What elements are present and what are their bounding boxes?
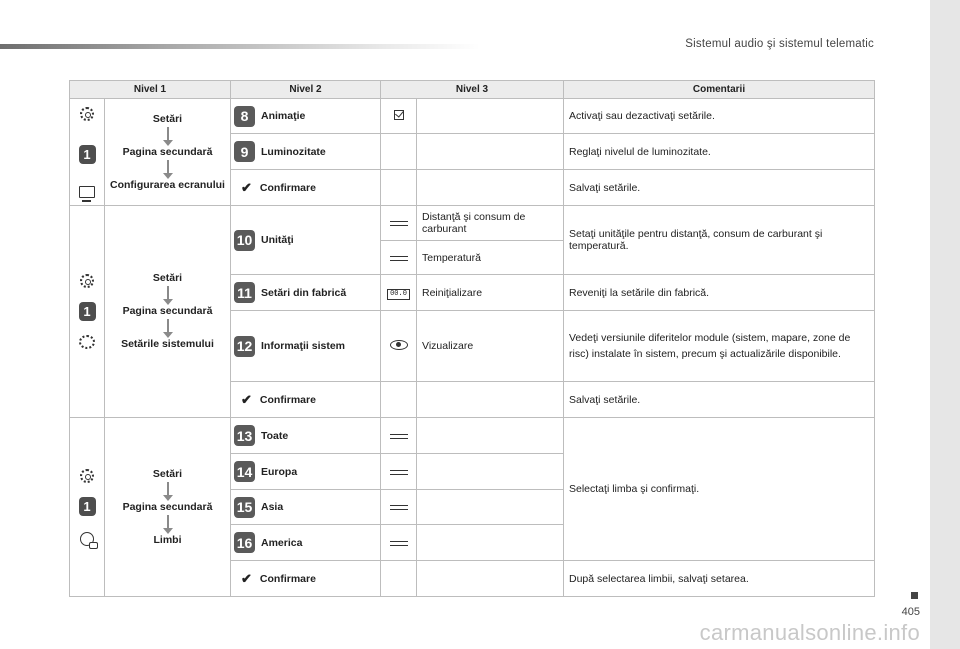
settings-gear-icon [80, 274, 94, 288]
eye-icon [390, 340, 408, 350]
level1-settings-label: Setări [152, 112, 183, 125]
step-badge: 1 [79, 145, 96, 164]
level3-cell: Distanţă şi consum de carburant [417, 206, 564, 241]
arrow-down-icon [167, 319, 169, 333]
level3-cell: Temperatură [417, 241, 564, 275]
level2-cell [231, 418, 381, 454]
level3-cell [417, 525, 564, 561]
option-bar-icon [390, 256, 408, 261]
step-badge: 16 [234, 532, 255, 553]
column-header-level3: Nivel 3 [381, 81, 564, 99]
settings-gear-icon [80, 107, 94, 121]
level2-america-label: America [261, 536, 303, 549]
checkbox-icon [394, 110, 404, 120]
level2-cell [231, 206, 381, 275]
step-badge: 8 [234, 106, 255, 127]
level1-system-settings-label: Setările sistemului [121, 338, 214, 350]
level3-cell [417, 561, 564, 597]
level3-icon-cell [381, 454, 417, 490]
level2-cell [231, 382, 381, 418]
level1-settings-label: Setări [152, 467, 183, 480]
step-badge: 1 [79, 497, 96, 516]
table-row [70, 99, 875, 134]
reset-icon: 00.0 [387, 289, 410, 300]
level3-icon-cell [381, 206, 417, 241]
comment-cell: Setaţi unităţile pentru distanţă, consum de carburant şi temperatură. [564, 206, 875, 275]
level3-icon-cell [381, 311, 417, 382]
step-badge: 14 [234, 461, 255, 482]
option-bar-icon [390, 434, 408, 439]
arrow-down-icon [167, 127, 169, 141]
level3-icon-cell [381, 170, 417, 206]
check-icon: ✔ [241, 179, 252, 195]
level3-icon-cell [381, 490, 417, 525]
level2-all-label: Toate [261, 429, 289, 442]
level3-icon-cell [381, 241, 417, 275]
step-badge: 11 [234, 282, 255, 303]
option-bar-icon [390, 541, 408, 546]
level2-cell [231, 99, 381, 134]
step-badge: 15 [234, 497, 255, 518]
level3-cell [417, 99, 564, 134]
step-badge: 1 [79, 302, 96, 321]
level2-cell [231, 525, 381, 561]
comment-cell: Reglaţi nivelul de luminozitate. [564, 134, 875, 170]
level1-languages-label: Limbi [153, 533, 182, 546]
column-header-level2: Nivel 2 [231, 81, 381, 99]
level2-cell [231, 170, 381, 206]
check-icon: ✔ [241, 391, 252, 407]
level3-cell [417, 382, 564, 418]
step-badge: 13 [234, 425, 255, 446]
level1-secondary-page-label: Pagina secundară [122, 145, 213, 158]
arrow-down-icon [167, 160, 169, 174]
page-side-strip [930, 0, 960, 649]
level2-factory-settings-label: Setări din fabrică [261, 286, 347, 299]
level3-cell [417, 454, 564, 490]
header-gradient-bar [0, 44, 480, 49]
settings-gear-icon [80, 469, 94, 483]
level2-cell [231, 454, 381, 490]
group1-icons [70, 99, 105, 206]
level3-icon-cell [381, 525, 417, 561]
level3-icon-cell [381, 418, 417, 454]
level2-brightness-label: Luminozitate [261, 145, 326, 158]
watermark-text: carmanualsonline.info [699, 620, 920, 645]
step-badge: 10 [234, 230, 255, 251]
level1-secondary-page-label: Pagina secundară [122, 305, 213, 317]
table-row [70, 206, 875, 241]
level1-screen-config-label: Configurarea ecranului [110, 178, 225, 191]
level2-asia-label: Asia [261, 501, 284, 513]
comment-cell: Reveniţi la setările din fabrică. [564, 275, 875, 311]
option-bar-icon [390, 470, 408, 475]
option-bar-icon [390, 221, 408, 226]
level3-icon-cell [381, 561, 417, 597]
check-icon: ✔ [241, 570, 252, 586]
arrow-down-icon [167, 482, 169, 496]
group2-level1 [105, 206, 231, 418]
language-icon [80, 532, 94, 546]
comment-cell: Vedeţi versiunile diferitelor module (sistem, mapare, zone de risc) instalate în sistem, precum şi actualizările disponibile. [564, 311, 875, 382]
group3-level1 [105, 418, 231, 597]
level1-secondary-page-label: Pagina secundară [122, 500, 213, 513]
page-corner-mark [911, 592, 918, 599]
table-row [70, 418, 875, 454]
level3-icon-cell [381, 99, 417, 134]
group2-icons [70, 206, 105, 418]
level3-cell [417, 170, 564, 206]
group3-icons [70, 418, 105, 597]
comment-cell: După selectarea limbii, salvaţi setarea. [564, 561, 875, 597]
level1-settings-label: Setări [152, 272, 183, 284]
level2-europe-label: Europa [261, 465, 298, 478]
level2-cell [231, 490, 381, 525]
step-badge: 12 [234, 336, 255, 357]
level2-system-info-label: Informaţii sistem [261, 340, 346, 352]
comment-cell: Selectaţi limba şi confirmaţi. [564, 418, 875, 561]
level3-cell: Reiniţializare [417, 275, 564, 311]
comment-cell: Activaţi sau dezactivaţi setările. [564, 99, 875, 134]
level2-units-label: Unităţi [261, 234, 294, 246]
level2-cell [231, 134, 381, 170]
level3-cell [417, 418, 564, 454]
page-number: 405 [901, 606, 920, 618]
option-bar-icon [390, 505, 408, 510]
arrow-down-icon [167, 286, 169, 300]
step-badge: 9 [234, 141, 255, 162]
level3-cell [417, 490, 564, 525]
comment-cell: Salvaţi setările. [564, 170, 875, 206]
level2-cell [231, 275, 381, 311]
level2-cell [231, 311, 381, 382]
system-settings-icon [79, 335, 95, 349]
group1-level1 [105, 99, 231, 206]
level3-icon-cell [381, 134, 417, 170]
level3-icon-cell [381, 382, 417, 418]
arrow-down-icon [167, 515, 169, 529]
settings-table [69, 80, 874, 597]
level2-animation-label: Animaţie [261, 110, 306, 122]
level3-cell [417, 134, 564, 170]
level2-confirm-label: Confirmare [259, 393, 316, 406]
screen-config-icon [79, 186, 95, 198]
level3-cell: Vizualizare [417, 311, 564, 382]
page-header-title: Sistemul audio şi sistemul telematic [685, 38, 874, 50]
column-header-comments: Comentarii [564, 81, 875, 99]
level2-confirm-label: Confirmare [259, 572, 316, 585]
table-header-row [70, 81, 875, 99]
comment-cell: Salvaţi setările. [564, 382, 875, 418]
level2-cell [231, 561, 381, 597]
level2-confirm-label: Confirmare [259, 181, 316, 194]
column-header-level1: Nivel 1 [70, 81, 231, 99]
level3-icon-cell [381, 275, 417, 311]
